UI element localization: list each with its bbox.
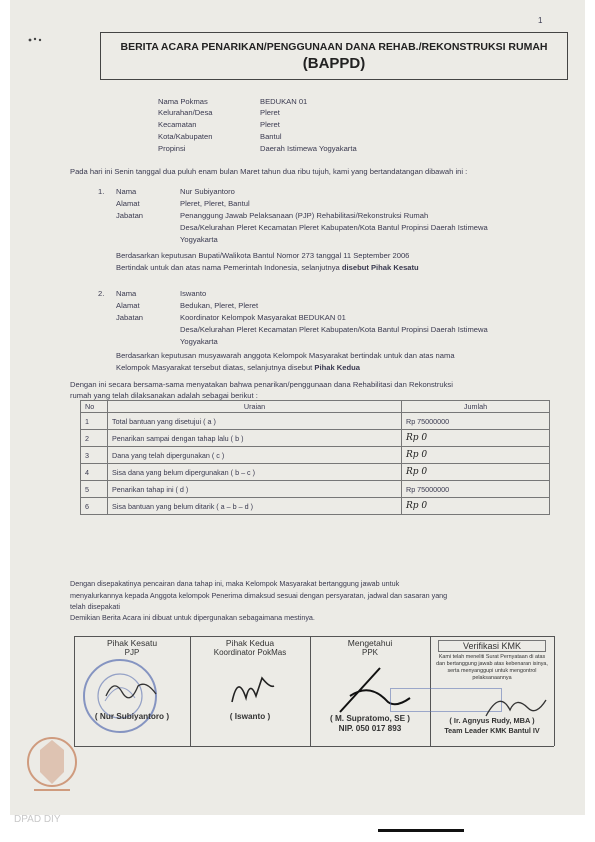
row-description: Dana yang telah dipergunakan ( c ) <box>108 447 402 464</box>
watermark-text: DPAD DIY <box>14 814 61 825</box>
party-position: Desa/Kelurahan Pleret Kecamatan Pleret Kabupaten/Kota Bantul Propinsi Daerah Istimewa <box>180 325 488 334</box>
info-label: Nama Pokmas <box>158 97 208 106</box>
signatory-name: ( Nur Subiyantoro ) <box>94 712 170 721</box>
signatory-name: ( Ir. Agnyus Rudy, MBA ) <box>449 716 535 725</box>
party-position: Desa/Kelurahan Pleret Kecamatan Pleret Kabupaten/Kota Bantul Propinsi Daerah Istimewa <box>180 223 488 232</box>
party-position: Yogyakarta <box>180 337 218 346</box>
signatory-role: PPK <box>361 648 378 657</box>
table-header-row <box>81 401 550 413</box>
party-position: Koordinator Kelompok Masyarakat BEDUKAN 01 <box>180 313 346 322</box>
party-name: Nur Subiyantoro <box>180 187 235 196</box>
field-label: Jabatan <box>116 313 144 322</box>
info-value: Pleret <box>260 108 280 117</box>
signatory-title: Pihak Kedua <box>225 638 275 648</box>
info-value: Bantul <box>260 132 282 141</box>
row-description: Sisa bantuan yang belum ditarik ( a – b – d ) <box>108 498 402 515</box>
info-label: Kelurahan/Desa <box>158 108 213 117</box>
signatory-role: PJP <box>124 648 140 657</box>
row-number: 4 <box>81 464 108 481</box>
signatory-name: ( Iswanto ) <box>229 712 271 721</box>
row-description: Total bantuan yang disetujui ( a ) <box>108 413 402 430</box>
field-label: Alamat <box>116 301 140 310</box>
punch-mark-icon <box>24 34 54 46</box>
signature-divider <box>554 636 555 746</box>
table-row <box>81 464 550 481</box>
info-value: Pleret <box>260 120 280 129</box>
row-amount: Rp 0 <box>402 447 550 464</box>
party-position: Penanggung Jawab Pelaksanaan (PJP) Rehabilitasi/Rekonstruksi Rumah <box>180 211 429 220</box>
signature-bottom-rule <box>74 746 554 747</box>
intro-text: Pada hari ini Senin tanggal dua puluh enam bulan Maret tahun dua ribu tujuh, kami yang bertandatangan dibawah ini : <box>70 167 468 176</box>
field-label: Nama <box>116 187 137 196</box>
party-basis: Berdasarkan keputusan Bupati/Walikota Bantul Nomor 273 tanggal 11 September 2006 <box>116 251 410 260</box>
document-title: BERITA ACARA PENARIKAN/PENGGUNAAN DANA REHAB./REKONSTRUKSI RUMAH <box>120 41 548 53</box>
signature-mengetahui <box>310 638 430 736</box>
verification-note: Kami telah meneliti Surat Pernyataan di atas dan bertanggung jawab atas kebenaran isinya, serta menyanggupi untuk mengontrol pelaksanaannya <box>436 654 548 681</box>
signature-top-rule <box>74 636 554 637</box>
field-label: Alamat <box>116 199 140 208</box>
signatory-title: Mengetahui <box>347 638 393 648</box>
signatory-role: Koordinator PokMas <box>213 648 287 657</box>
row-amount: Rp 0 <box>402 498 550 515</box>
closing-text: Dengan disepakatinya pencairan dana tahap ini, maka Kelompok Masyarakat bertanggung jawab untuk <box>70 579 400 588</box>
row-number: 3 <box>81 447 108 464</box>
closing-text: Demikian Berita Acara ini dibuat untuk dipergunakan sebagaimana mestinya. <box>70 613 315 622</box>
coat-of-arms-icon <box>24 728 80 800</box>
bottom-bar <box>378 829 464 832</box>
info-label: Kota/Kabupaten <box>158 132 213 141</box>
row-number: 1 <box>81 413 108 430</box>
party-number: 2. <box>98 289 105 298</box>
table-header: No <box>81 401 108 413</box>
party-position: Yogyakarta <box>180 235 218 244</box>
row-amount: Rp 0 <box>402 464 550 481</box>
funds-table <box>80 400 550 515</box>
field-label: Jabatan <box>116 211 144 220</box>
party-basis: Berdasarkan keputusan musyawarah anggota Kelompok Masyarakat bertindak untuk dan atas nama <box>116 351 455 360</box>
signatory-title: Verifikasi KMK <box>438 640 546 652</box>
closing-text: telah disepakati <box>70 602 120 611</box>
row-number: 5 <box>81 481 108 498</box>
signatory-nip: Team Leader KMK Bantul IV <box>444 726 540 735</box>
table-row <box>81 413 550 430</box>
handwritten-signature-icon <box>102 674 162 704</box>
party-acting: Bertindak untuk dan atas nama Pemerintah Indonesia, selanjutnya disebut Pihak Kesatu <box>116 263 419 272</box>
signature-pihak-kesatu <box>74 638 190 736</box>
statement-text: rumah yang telah dilaksanakan adalah sebagai berikut : <box>70 391 258 400</box>
row-description: Penarikan sampai dengan tahap lalu ( b ) <box>108 430 402 447</box>
signatory-name: ( M. Supratomo, SE ) <box>329 714 411 723</box>
signature-verifikasi <box>430 638 554 736</box>
statement-text: Dengan ini secara bersama-sama menyatakan bahwa penarikan/penggunaan dana Rehabilitasi dan Rekonstruksi <box>70 380 453 389</box>
info-value: Daerah Istimewa Yogyakarta <box>260 144 357 153</box>
row-amount: Rp 75000000 <box>402 413 550 430</box>
row-description: Penarikan tahap ini ( d ) <box>108 481 402 498</box>
field-label: Nama <box>116 289 137 298</box>
party-address: Pleret, Pleret, Bantul <box>180 199 250 208</box>
table-row <box>81 498 550 515</box>
row-description: Sisa dana yang belum dipergunakan ( b – c ) <box>108 464 402 481</box>
signatory-title: Pihak Kesatu <box>106 638 158 648</box>
handwritten-signature-icon <box>222 668 282 712</box>
page-number: 1 <box>538 16 543 25</box>
table-row <box>81 430 550 447</box>
table-row <box>81 481 550 498</box>
info-label: Kecamatan <box>158 120 197 129</box>
title-box <box>100 32 568 80</box>
row-number: 6 <box>81 498 108 515</box>
table-header: Jumlah <box>402 401 550 413</box>
party-address: Bedukan, Pleret, Pleret <box>180 301 259 310</box>
row-number: 2 <box>81 430 108 447</box>
signature-pihak-kedua <box>190 638 310 736</box>
table-header: Uraian <box>108 401 402 413</box>
table-row <box>81 447 550 464</box>
info-value: BEDUKAN 01 <box>260 97 308 106</box>
row-amount: Rp 75000000 <box>402 481 550 498</box>
signatory-nip: NIP. 050 017 893 <box>338 724 402 733</box>
row-amount: Rp 0 <box>402 430 550 447</box>
info-label: Propinsi <box>158 144 186 153</box>
document-page <box>10 0 585 815</box>
party-name: Iswanto <box>180 289 207 298</box>
party-basis: Kelompok Masyarakat tersebut diatas, selanjutnya disebut Pihak Kedua <box>116 363 360 372</box>
party-number: 1. <box>98 187 105 196</box>
document-subtitle: (BAPPD) <box>302 55 366 72</box>
closing-text: menyalurkannya kepada Anggota kelompok Penerima dimaksud sesuai dengan persyaratan, jadwal dan sasaran yang <box>70 591 448 600</box>
